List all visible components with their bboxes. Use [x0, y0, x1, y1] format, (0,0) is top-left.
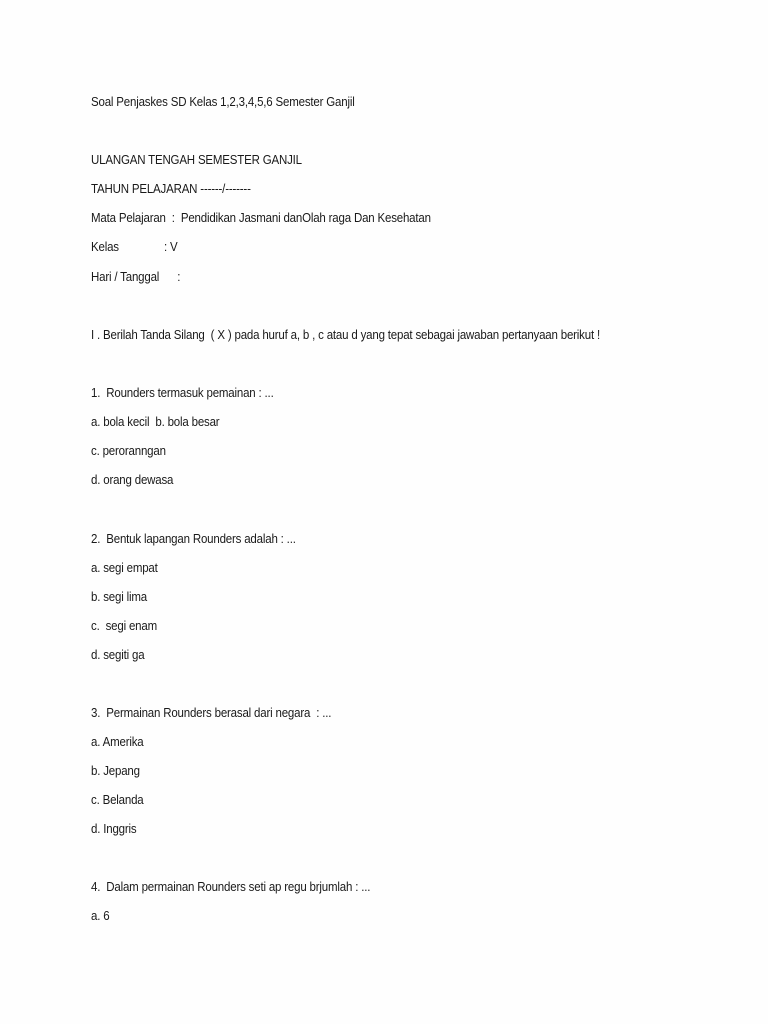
question-2-option: d. segiti ga	[91, 648, 145, 662]
question-3-option: a. Amerika	[91, 735, 144, 749]
question-3-option: d. Inggris	[91, 822, 137, 836]
subject-line: Mata Pelajaran : Pendidikan Jasmani danOlah raga Dan Kesehatan	[91, 211, 431, 225]
class-line: Kelas : V	[91, 240, 178, 254]
question-4: 4. Dalam permainan Rounders seti ap regu brjumlah : ...	[91, 880, 371, 894]
date-line: Hari / Tanggal :	[91, 270, 181, 284]
question-1-option: a. bola kecil b. bola besar	[91, 415, 220, 429]
question-2-option: b. segi lima	[91, 590, 147, 604]
question-4-option: a. 6	[91, 909, 110, 923]
exam-name: ULANGAN TENGAH SEMESTER GANJIL	[91, 153, 302, 167]
question-1-option: c. peroranngan	[91, 444, 166, 458]
question-3-option: c. Belanda	[91, 793, 144, 807]
question-2-option: a. segi empat	[91, 561, 158, 575]
question-2: 2. Bentuk lapangan Rounders adalah : ...	[91, 532, 296, 546]
question-1: 1. Rounders termasuk pemainan : ...	[91, 386, 274, 400]
school-year: TAHUN PELAJARAN ------/-------	[91, 182, 251, 196]
question-2-option: c. segi enam	[91, 619, 158, 633]
question-3-option: b. Jepang	[91, 764, 140, 778]
question-3: 3. Permainan Rounders berasal dari negara : ...	[91, 706, 332, 720]
document-title: Soal Penjaskes SD Kelas 1,2,3,4,5,6 Semester Ganjil	[91, 95, 355, 109]
question-1-option: d. orang dewasa	[91, 473, 174, 487]
instructions: I . Berilah Tanda Silang ( X ) pada huruf a, b , c atau d yang tepat sebagai jawaban pertanyaan berikut !	[91, 328, 601, 342]
